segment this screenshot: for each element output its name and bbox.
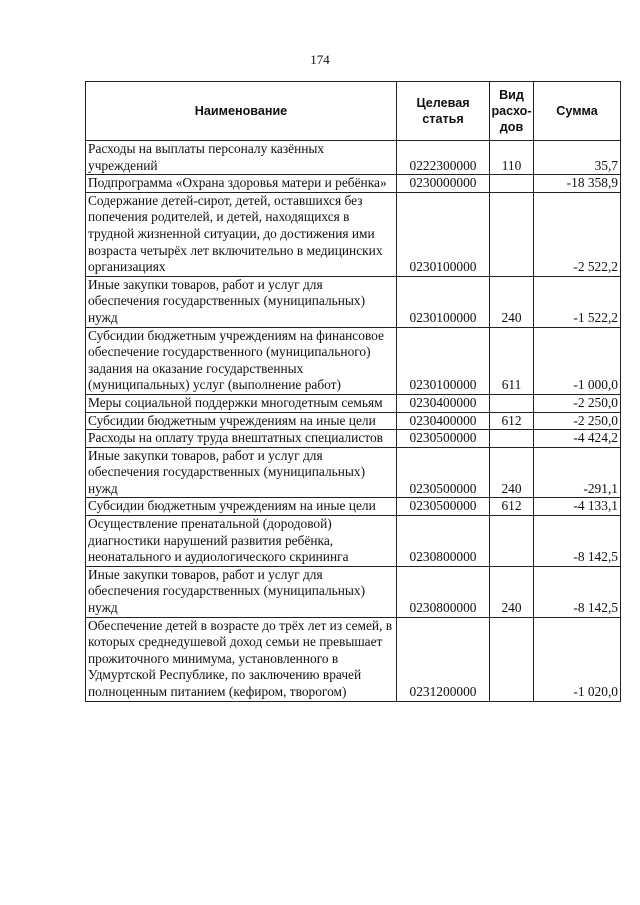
row-type: 612 [490,412,534,430]
page-number: 174 [310,52,330,67]
row-sum: -2 250,0 [534,394,621,412]
row-code: 0230500000 [397,430,490,448]
row-code: 0230000000 [397,175,490,193]
row-type: 110 [490,141,534,175]
row-name: Меры социальной поддержки многодетным семьям [86,394,397,412]
table-row [86,394,621,412]
row-sum: -2 522,2 [534,192,621,276]
row-code: 0230400000 [397,394,490,412]
row-name: Расходы на оплату труда внештатных специалистов [86,430,397,448]
budget-table [85,81,621,702]
row-sum: -1 000,0 [534,327,621,394]
row-sum: -2 250,0 [534,412,621,430]
table-row [86,516,621,567]
row-sum: -291,1 [534,447,621,498]
row-name: Подпрограмма «Охрана здоровья матери и ребёнка» [86,175,397,193]
row-sum: -4 133,1 [534,498,621,516]
header-name: Наименование [86,82,397,141]
row-name: Иные закупки товаров, работ и услуг для обеспечения государственных (муниципальных) нужд [86,447,397,498]
row-type [490,430,534,448]
row-type [490,516,534,567]
row-code: 0231200000 [397,617,490,701]
row-code: 0230800000 [397,516,490,567]
row-type [490,192,534,276]
row-code: 0230100000 [397,192,490,276]
row-type: 240 [490,276,534,327]
row-name: Расходы на выплаты персоналу казённых учреждений [86,141,397,175]
row-name: Субсидии бюджетным учреждениям на финансовое обеспечение государственного (муниципального) задания на оказание государственных (муниципальных) услуг (выполнение работ) [86,327,397,394]
header-code: Целевая статья [397,82,490,141]
row-type [490,617,534,701]
row-type: 612 [490,498,534,516]
header-type: Вид расхо-дов [490,82,534,141]
row-code: 0230500000 [397,447,490,498]
row-name: Иные закупки товаров, работ и услуг для обеспечения государственных (муниципальных) нужд [86,276,397,327]
row-code: 0230800000 [397,566,490,617]
row-name: Субсидии бюджетным учреждениям на иные цели [86,498,397,516]
row-code: 0222300000 [397,141,490,175]
table-row [86,192,621,276]
row-code: 0230400000 [397,412,490,430]
row-code: 0230100000 [397,276,490,327]
table-row [86,141,621,175]
table-row [86,566,621,617]
row-type: 240 [490,447,534,498]
row-sum: -4 424,2 [534,430,621,448]
table-row [86,498,621,516]
row-sum: -18 358,9 [534,175,621,193]
row-sum: -8 142,5 [534,516,621,567]
row-sum: -1 020,0 [534,617,621,701]
row-sum: 35,7 [534,141,621,175]
row-type [490,175,534,193]
row-name: Обеспечение детей в возрасте до трёх лет из семей, в которых среднедушевой доход семьи не превышает прожиточного минимума, установленного в Удмуртской Республике, по заключению врачей полноценным питанием (кефиром, творогом) [86,617,397,701]
row-name: Осуществление пренатальной (дородовой) диагностики нарушений развития ребёнка, неонатального и аудиологического скрининга [86,516,397,567]
table-row [86,327,621,394]
table-row [86,430,621,448]
row-name: Субсидии бюджетным учреждениям на иные цели [86,412,397,430]
row-code: 0230100000 [397,327,490,394]
row-name: Содержание детей-сирот, детей, оставшихся без попечения родителей, и детей, находящихся в трудной жизненной ситуации, до достижения ими возраста четырёх лет включительно в медицинских организациях [86,192,397,276]
table-row [86,447,621,498]
row-type: 240 [490,566,534,617]
row-code: 0230500000 [397,498,490,516]
row-name: Иные закупки товаров, работ и услуг для обеспечения государственных (муниципальных) нужд [86,566,397,617]
table-row [86,617,621,701]
row-sum: -8 142,5 [534,566,621,617]
header-sum: Сумма [534,82,621,141]
row-type [490,394,534,412]
table-row [86,276,621,327]
table-header-row [86,82,621,141]
row-sum: -1 522,2 [534,276,621,327]
row-type: 611 [490,327,534,394]
table-row [86,412,621,430]
table-row [86,175,621,193]
